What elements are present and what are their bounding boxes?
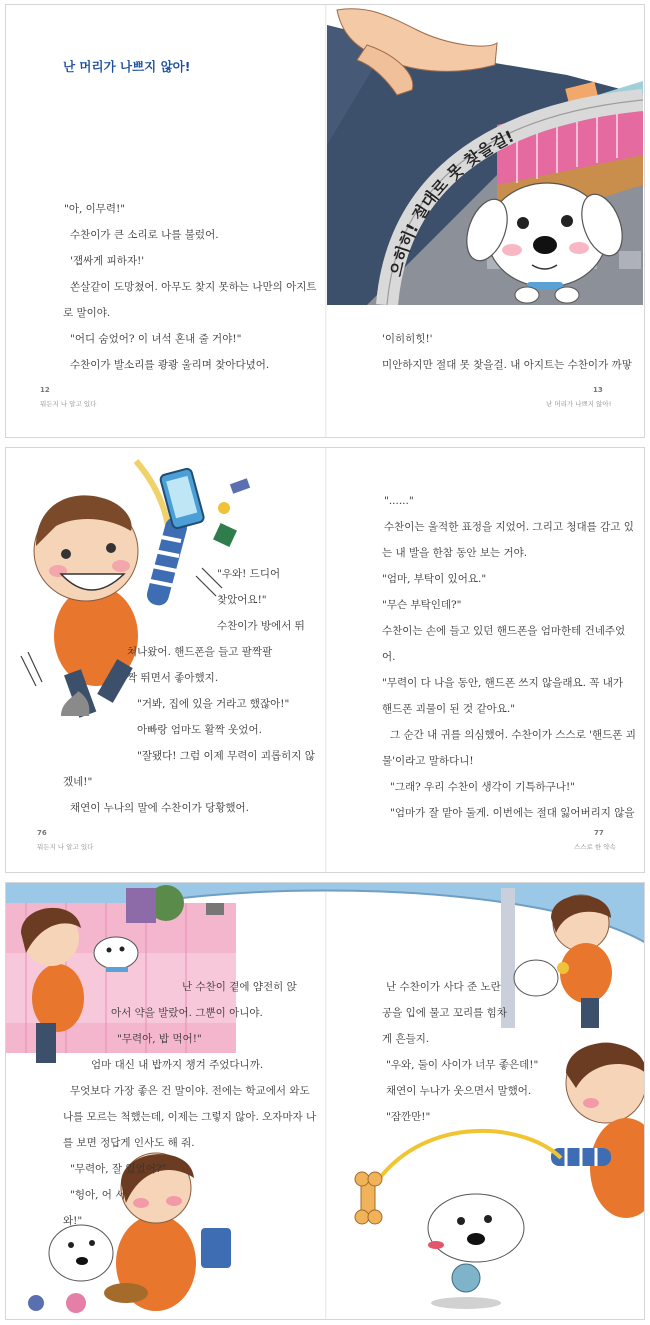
text-line: "그래? 우리 수찬이 생각이 기특하구나!" [390, 781, 576, 793]
dog-eating [28, 1225, 113, 1313]
text-line: 찾았어요!" [217, 594, 267, 606]
text-line: 는 내 발을 한참 동안 보는 거야. [382, 547, 528, 559]
text-line: 겠네!" [63, 776, 93, 788]
text-line: "무력아, 밥 먹어!" [117, 1033, 202, 1045]
text-line: "엄마가 잘 맡아 둘게. 이번에는 절대 잃어버리지 않을 [390, 807, 635, 819]
text-line: 미안하지만 절대 못 찾을걸. 내 아지트는 수찬이가 까맣 [382, 359, 632, 371]
text-line: "우와, 둘이 사이가 너무 좋은데!" [386, 1059, 539, 1071]
speech-bubble-text: 으히히! 절대로 못 찾을걸! [386, 126, 517, 279]
text-line: "우와! 드디어 [217, 568, 281, 580]
text-line: 아빠랑 엄마도 활짝 웃었어. [137, 724, 262, 736]
spread-3 [5, 882, 645, 1320]
text-line: 난 수찬이가 사다 준 노란 [386, 981, 501, 993]
text-line: "무슨 부탁인데?" [382, 599, 462, 611]
text-line: "무력이 다 나을 동안, 핸드폰 쓰지 않을래요. 꼭 내가 [382, 677, 624, 689]
text-line: 수찬이는 손에 들고 있던 핸드폰을 엄마한테 건네주었 [382, 625, 626, 637]
page-number-right: 77 [594, 829, 604, 837]
text-line: 수찬이가 발소리를 쾅쾅 울리며 찾아다녔어. [70, 359, 270, 371]
illustration-dog-under-bed [327, 5, 643, 305]
text-line: "거봐, 집에 있을 거라고 했잖아!" [137, 698, 290, 710]
running-dog [428, 1194, 524, 1309]
text-line: '잽싸게 피하자!' [70, 255, 145, 267]
text-line: "아, 이무력!" [64, 203, 126, 215]
running-footer-right: 스스로 한 약속 [574, 843, 616, 851]
text-line: "엄마, 부탁이 있어요." [382, 573, 487, 585]
text-line: "어디 숨었어? 이 녀석 혼내 줄 거야!" [70, 333, 242, 345]
text-line: 채연이 누나의 말에 수찬이가 당황했어. [70, 802, 249, 814]
text-line: 물'이라고 말하다니! [382, 755, 474, 767]
text-line: 를 보면 정답게 인사도 해 줘. [63, 1137, 195, 1149]
page-number-left: 76 [37, 829, 47, 837]
text-line: "......" [384, 495, 414, 507]
text-line: 엄마 대신 내 밥까지 챙겨 주었다니까. [91, 1059, 264, 1071]
running-footer-right: 난 머리가 나쁘지 않아! [546, 400, 612, 408]
text-line: 나를 모르는 척했는데, 이제는 그렇지 않아. 오자마자 나 [63, 1111, 317, 1123]
striped-arm [145, 515, 190, 608]
text-line: 수찬이가 큰 소리로 나를 불렀어. [70, 229, 219, 241]
text-line: 와!" [63, 1215, 83, 1227]
text-line: 짝 뛰면서 좋아했지. [127, 672, 219, 684]
running-footer-left: 뭐든지 나 알고 있다 [40, 400, 97, 408]
text-line: '이히히힛!' [382, 333, 433, 345]
spread-2 [5, 447, 645, 873]
text-line: 수찬이가 방에서 뛰 [217, 620, 305, 632]
text-line: "무력아, 잘 있었어?" [70, 1163, 167, 1175]
page-number-right: 13 [593, 386, 603, 394]
spread-1 [5, 4, 645, 438]
text-line: 로 말이야. [63, 307, 111, 319]
text-line: 무엇보다 가장 좋은 건 말이야. 전에는 학교에서 와도 [70, 1085, 310, 1097]
text-line: 쏜살같이 도망쳤어. 아무도 찾지 못하는 나만의 아지트 [70, 281, 317, 293]
page-number-left: 12 [40, 386, 50, 394]
book-gutter [325, 448, 327, 872]
text-line: 공을 입에 물고 꼬리를 힘차 [382, 1007, 507, 1019]
boy-playing-with-dog [514, 895, 612, 1028]
text-line: 핸드폰 괴물이 된 것 같아요." [382, 703, 516, 715]
text-line: 어. [382, 651, 396, 663]
running-footer-left: 뭐든지 나 알고 있다 [37, 843, 94, 851]
text-line: 그 순간 내 귀를 의심했어. 수찬이가 스스로 '핸드폰 괴 [390, 729, 636, 741]
text-line: "잘됐다! 그럼 이제 무력이 괴롭히지 않 [137, 750, 315, 762]
text-line: 수찬이는 울적한 표정을 지었어. 그리고 청대를 감고 있 [384, 521, 634, 533]
bone-icon [355, 1172, 382, 1224]
text-line: 난 수찬이 곁에 얌전히 앉 [182, 981, 297, 993]
text-line: "잠깐만!" [386, 1111, 431, 1123]
text-line: 게 흔들지. [382, 1033, 430, 1045]
chapter-title: 난 머리가 나쁘지 않아! [63, 59, 191, 74]
text-line: 쳐나왔어. 핸드폰을 들고 팔짝팔 [127, 646, 273, 658]
text-line: "헝아, 어 서 [70, 1189, 126, 1201]
text-line: 채연이 누나가 웃으면서 말했어. [386, 1085, 532, 1097]
text-line: 아서 약을 발랐어. 그뿐이 아니야. [111, 1007, 263, 1019]
